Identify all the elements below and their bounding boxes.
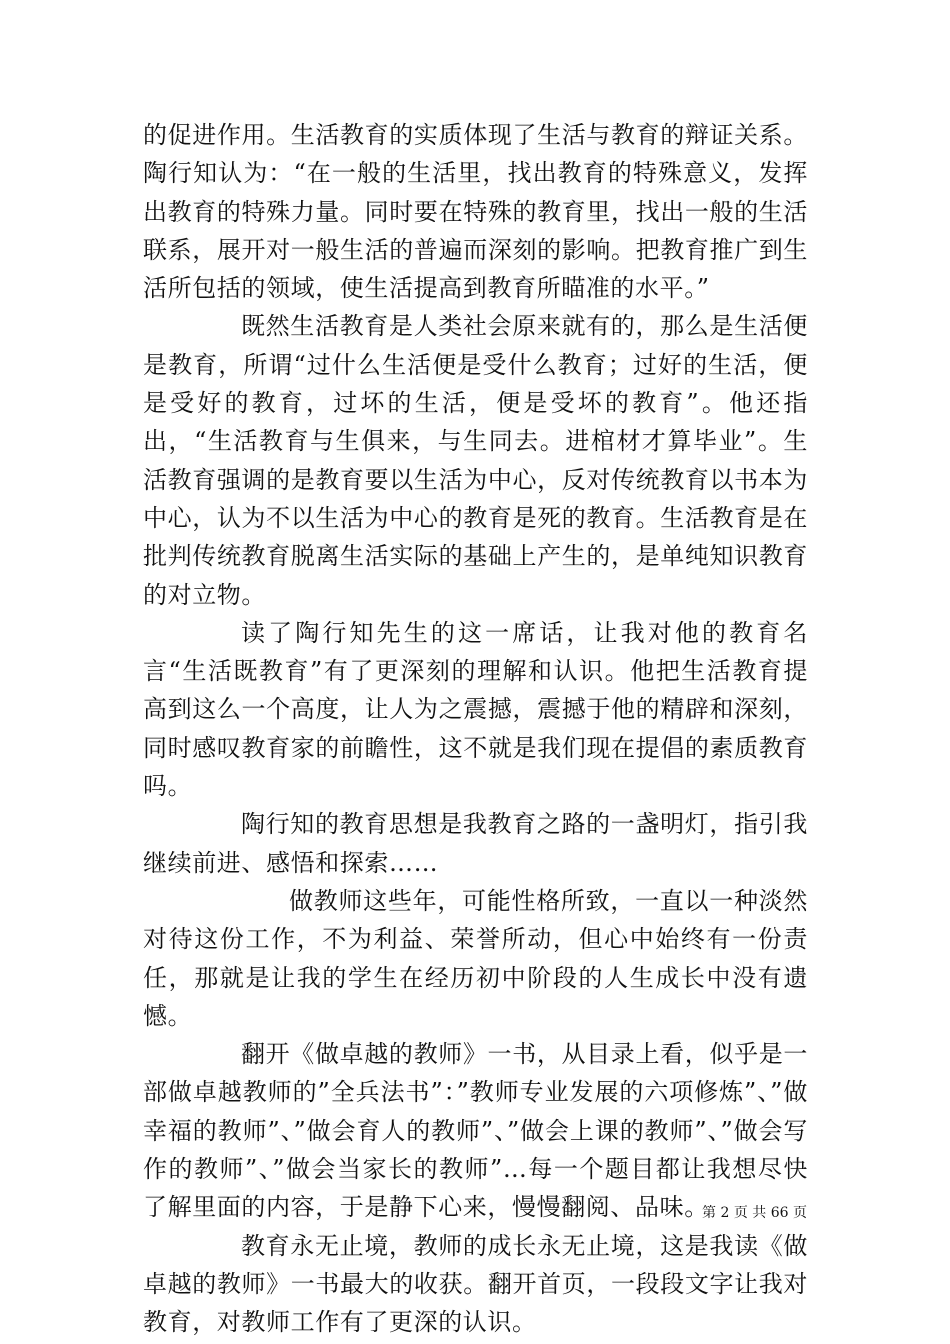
paragraph-3: 读了陶行知先生的这一席话，让我对他的教育名言“生活既教育”有了更深刻的理解和认识。他把生活教育提高到这么一个高度，让人为之震撼，震撼于他的精辟和深刻，同时感叹教育家的前瞻性，这不就是我们现在提倡的素质教育吗。 [143, 618, 808, 801]
paragraph-4: 陶行知的教育思想是我教育之路的一盏明灯，指引我继续前进、感悟和探索…… [143, 810, 808, 877]
paragraph-7: 教育永无止境，教师的成长永无止境，这是我读《做卓越的教师》一书最大的收获。翻开首页，一段段文字让我对教育，对教师工作有了更深的认识。 [143, 1231, 808, 1337]
body-text [143, 116, 808, 1342]
paragraph-6: 翻开《做卓越的教师》一书，从目录上看，似乎是一部做卓越教师的”全兵法书”：”教师专业发展的六项修炼”、”做幸福的教师”、”做会育人的教师”、”做会上课的教师”、”做会写作的教师”、”做会当家长的教师”…每一个题目都让我想尽快了解里面的内容，于是静下心来，慢慢翻阅、品味。 [143, 1040, 808, 1222]
paragraph-5: 做教师这些年，可能性格所致，一直以一种淡然对待这份工作，不为利益、荣誉所动，但心中始终有一份责任，那就是让我的学生在经历初中阶段的人生成长中没有遗憾。 [143, 886, 808, 1030]
page-number-footer: 第 2 页 共 66 页 [702, 1205, 807, 1221]
paragraph-1: 的促进作用。生活教育的实质体现了生活与教育的辩证关系。陶行知认为：“在一般的生活里，找出教育的特殊意义，发挥出教育的特殊力量。同时要在特殊的教育里，找出一般的生活联系，展开对一般生活的普遍而深刻的影响。把教育推广到生活所包括的领域，使生活提高到教育所瞄准的水平。” [143, 121, 808, 303]
paragraph-2: 既然生活教育是人类社会原来就有的，那么是生活便是教育，所谓“过什么生活便是受什么教育；过好的生活，便是受好的教育，过坏的生活，便是受坏的教育”。他还指出，“生活教育与生俱来，与生同去。进棺材才算毕业”。生活教育强调的是教育要以生活为中心，反对传统教育以书本为中心，认为不以生活为中心的教育是死的教育。生活教育是在批判传统教育脱离生活实际的基础上产生的，是单纯知识教育的对立物。 [143, 312, 808, 609]
